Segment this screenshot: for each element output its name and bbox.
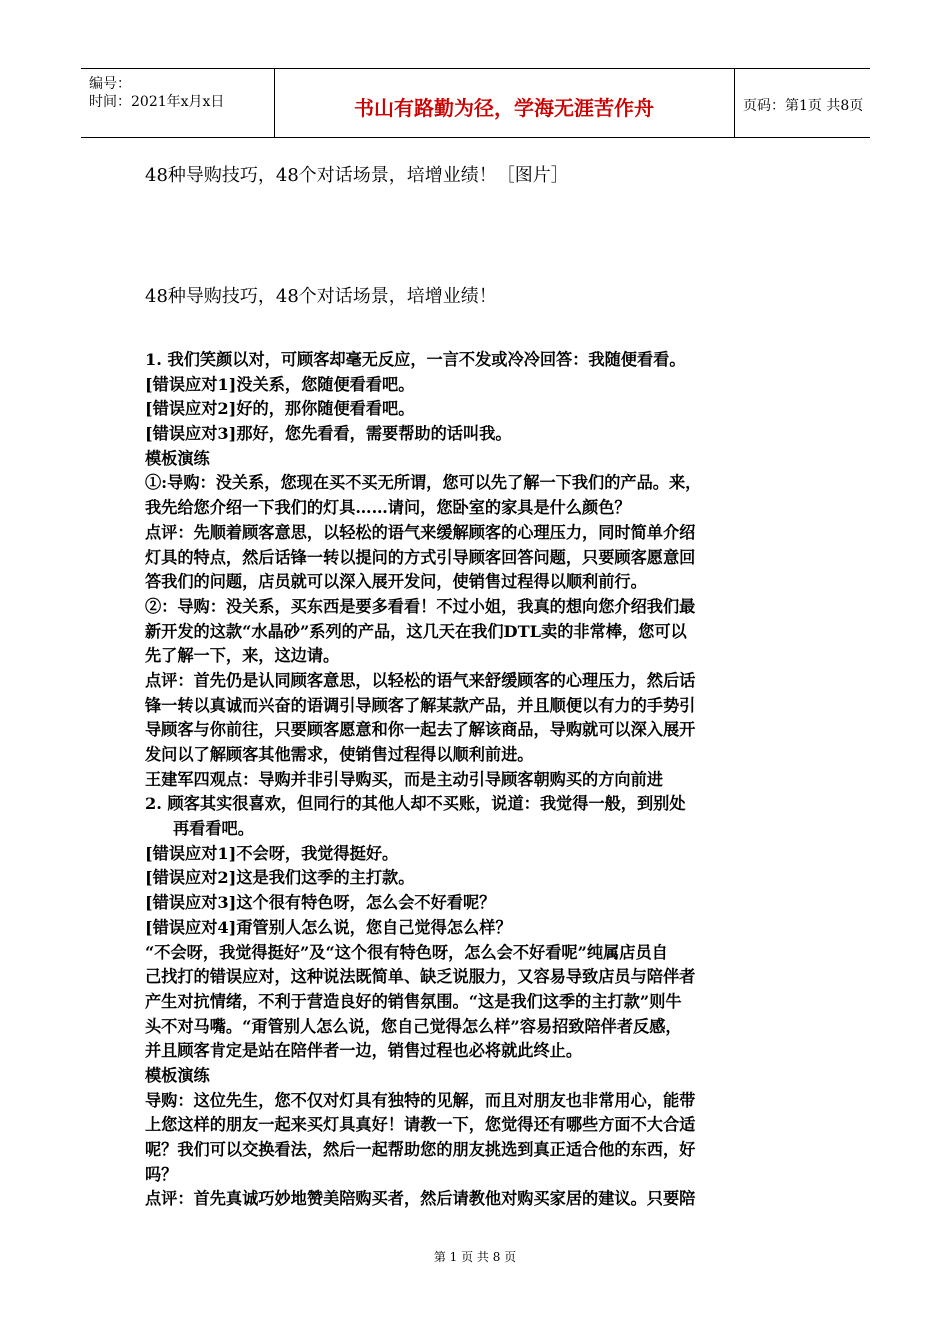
body-line: [错误应对1]没关系，您随便看看吧。 — [145, 374, 415, 394]
document-body — [145, 348, 810, 1212]
body-line: 我先给您介绍一下我们的灯具……请问，您卧室的家具是什么颜色？ — [145, 498, 631, 518]
header-left-cell — [81, 69, 275, 137]
body-line: 模板演练 — [145, 1065, 210, 1085]
body-line: 再看看吧。 — [173, 819, 254, 839]
body-line: 模板演练 — [145, 448, 210, 468]
page-footer: 第 1 页 共 8 页 — [433, 1250, 517, 1264]
body-line: “不会呀，我觉得挺好”及“这个很有特色呀，怎么会不好看呢”纯属店员自 — [145, 942, 668, 962]
body-line: 导顾客与你前往，只要顾客愿意和你一起去了解该商品，导购就可以深入展开 — [145, 720, 696, 740]
body-line: 点评：首先仍是认同顾客意思，以轻松的语气来舒缓顾客的心理压力，然后话 — [145, 670, 696, 690]
body-line: 2. 顾客其实很喜欢，但同行的其他人却不买账，说道：我觉得一般，到别处 — [145, 794, 686, 814]
body-line: 头不对马嘴。“甭管别人怎么说，您自己觉得怎么样”容易招致陪伴者反感， — [145, 1016, 682, 1036]
body-line: [错误应对3]那好，您先看看，需要帮助的话叫我。 — [145, 424, 512, 444]
body-line: [错误应对4]甭管别人怎么说，您自己觉得怎么样？ — [145, 917, 512, 937]
body-line: 王建军四观点：导购并非引导购买，而是主动引导顾客朝购买的方向前进 — [145, 769, 663, 789]
body-line: 上您这样的朋友一起来买灯具真好！请教一下，您觉得还有哪些方面不大合适 — [145, 1115, 696, 1135]
body-line: 先了解一下，来，这边请。 — [145, 646, 340, 666]
body-line: 点评：首先真诚巧妙地赞美陪购买者，然后请教他对购买家居的建议。只要陪 — [145, 1189, 696, 1209]
body-line: ②：导购：没关系，买东西是要多看看！不过小姐，我真的想向您介绍我们最 — [145, 596, 696, 616]
body-line: 锋一转以真诚而兴奋的语调引导顾客了解某款产品，并且顺便以有力的手势引 — [145, 695, 696, 715]
body-line: [错误应对2]这是我们这季的主打款。 — [145, 868, 415, 888]
document-header — [81, 68, 870, 138]
header-page-info: 页码：第1页 共8页 — [743, 98, 864, 114]
header-motto: 书山有路勤为径，学海无涯苦作舟 — [354, 96, 654, 120]
body-line: 呢？我们可以交换看法，然后一起帮助您的朋友挑选到真正适合他的东西，好 — [145, 1140, 696, 1159]
page-title: 48种导购技巧，48个对话场景，培增业绩！ — [145, 286, 497, 307]
body-line: 己找打的错误应对，这种说法既简单、缺乏说服力，又容易导致店员与陪伴者 — [145, 967, 696, 987]
body-line: [错误应对1]不会呀，我觉得挺好。 — [145, 843, 399, 863]
body-line: 答我们的问题，店员就可以深入展开发问，使销售过程得以顺利前行。 — [145, 572, 647, 592]
body-line: 吗？ — [145, 1164, 178, 1184]
body-line: [错误应对2]好的，那你随便看看吧。 — [145, 399, 415, 419]
document-time-label: 时间：2021年x月x日 — [89, 94, 225, 110]
header-right-cell — [735, 69, 870, 137]
body-line: 1. 我们笑颜以对，可顾客却毫无反应，一言不发或冷冷回答：我随便看看。 — [145, 350, 686, 369]
body-line: 导购：这位先生，您不仅对灯具有独特的见解，而且对朋友也非常用心，能带 — [145, 1090, 696, 1110]
body-line: 点评：先顺着顾客意思，以轻松的语气来缓解顾客的心理压力，同时简单介绍 — [145, 522, 696, 542]
body-line: 产生对抗情绪，不利于营造良好的销售氛围。“这是我们这季的主打款”则牛 — [145, 991, 682, 1011]
body-line: 新开发的这款“水晶砂”系列的产品，这几天在我们DTL卖的非常棒，您可以 — [145, 621, 687, 641]
body-line: 并且顾客肯定是站在陪伴者一边，销售过程也必将就此终止。 — [145, 1041, 583, 1061]
page-title-with-image: 48种导购技巧，48个对话场景，培增业绩！［图片］ — [145, 165, 569, 186]
document-code-label: 编号： — [89, 76, 131, 92]
body-line: ①:导购：没关系，您现在买不买无所谓，您可以先了解一下我们的产品。来， — [145, 473, 702, 493]
body-line: 灯具的特点，然后话锋一转以提问的方式引导顾客回答问题，只要顾客愿意回 — [145, 547, 696, 567]
body-line: 发问以了解顾客其他需求，使销售过程得以顺利前进。 — [145, 745, 534, 764]
body-line: [错误应对3]这个很有特色呀，怎么会不好看呢？ — [145, 893, 496, 913]
header-middle-cell — [274, 69, 735, 137]
